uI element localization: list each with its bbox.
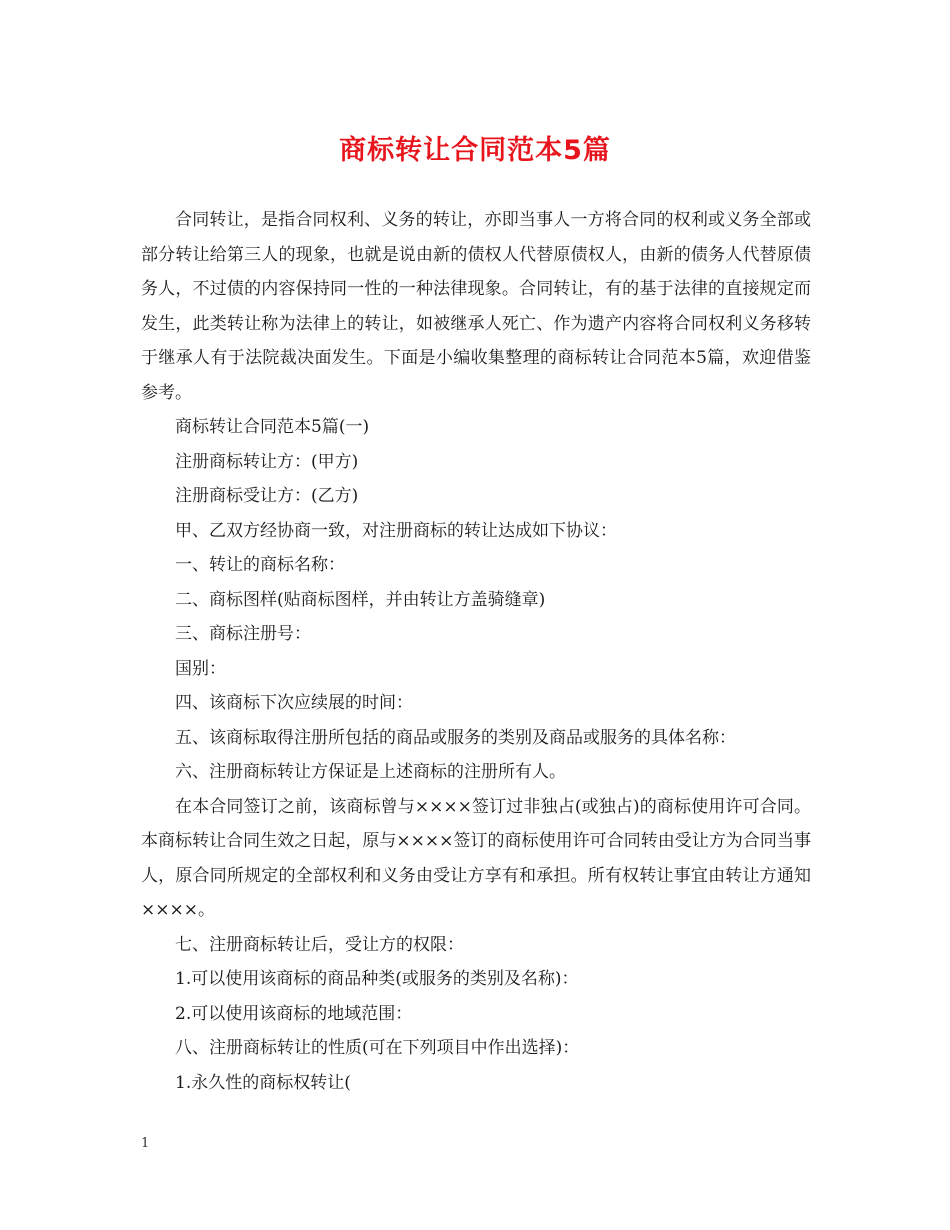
clause-7-item-2: 2.可以使用该商标的地域范围： — [175, 1003, 413, 1024]
agreement-line: 甲、乙双方经协商一致，对注册商标的转让达成如下协议： — [175, 520, 617, 541]
clause-2: 二、商标图样(贴商标图样，并由转让方盖骑缝章) — [175, 589, 546, 610]
clause-6: 六、注册商标转让方保证是上述商标的注册所有人。 — [175, 762, 566, 782]
document-title: 商标转让合同范本5篇 — [339, 135, 611, 166]
intro-paragraph: 合同转让，是指合同权利、义务的转让，亦即当事人一方将合同的权利或义务全部或部分转让给第三人的现象，也就是说由新的债权人代替原债权人，由新的债务人代替原债务人，不过债的内容保持同一性的一种法律现象。合同转让，有的基于法律的直接规定而发生，此类转让称为法律上的转让，如被继承人死亡、作为遗产内容将合同权利义务移转于继承人有于法院裁决面发生。下面是小编收集整理的商标转让合同范本5篇，欢迎借鉴参考。 — [141, 210, 811, 403]
clause-8: 八、注册商标转让的性质(可在下列项目中作出选择)： — [175, 1038, 580, 1058]
clause-1: 一、转让的商标名称： — [175, 555, 345, 575]
clause-7-item-1: 1.可以使用该商标的商品种类(或服务的类别及名称)： — [175, 969, 579, 989]
document-body — [141, 203, 811, 1100]
clause-4: 四、该商标下次应续展的时间： — [175, 693, 413, 713]
clause-3: 三、商标注册号： — [175, 624, 311, 644]
transferee-line: 注册商标受让方：(乙方) — [175, 486, 359, 506]
page-number: 1 — [141, 1136, 150, 1151]
contract-heading: 商标转让合同范本5篇(一) — [175, 417, 370, 437]
clause-8-item-1: 1.永久性的商标权转让( — [175, 1072, 351, 1093]
country-line: 国别： — [175, 658, 226, 679]
transferor-line: 注册商标转让方：(甲方) — [175, 451, 359, 472]
clause-7: 七、注册商标转让后，受让方的权限： — [175, 934, 464, 955]
license-paragraph: 在本合同签订之前，该商标曾与××××签订过非独占(或独占)的商标使用许可合同。本商标转让合同生效之日起，原与××××签订的商标使用许可合同转由受让方为合同当事人，原合同所规定的全部权利和义务由受让方享有和承担。所有权转让事宜由转让方通知××××。 — [141, 796, 811, 920]
clause-5: 五、该商标取得注册所包括的商品或服务的类别及商品或服务的具体名称： — [175, 727, 736, 748]
